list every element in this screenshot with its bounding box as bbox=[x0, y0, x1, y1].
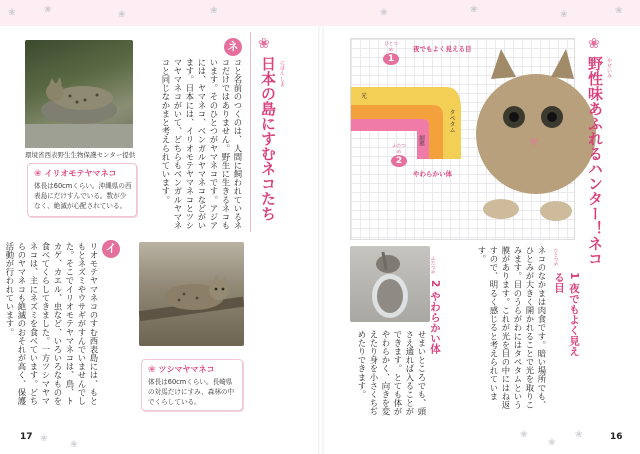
card-title: イリオモテヤマネコ bbox=[44, 169, 117, 178]
tsushima-info-card bbox=[141, 359, 243, 411]
heading-ruby: にほん しま bbox=[279, 60, 285, 87]
paw-icon: ❀ bbox=[575, 430, 583, 440]
paw-icon: ❀ bbox=[118, 10, 126, 20]
section-2-marker: ふたつめ bbox=[430, 256, 435, 274]
photo-credit: 環境省西表野生生物保護センター提供 bbox=[25, 151, 136, 159]
card-text: 体長は60cmくらい。長崎県の対馬だけにすみ、森林の中でくらしている。 bbox=[148, 378, 235, 406]
section-1-text: ネコのなかまは肉食です。暗い場所でも、ひとみが大きく開かれることで光を取りこみます。目のうらがわにはタペタムという膜があります。これが光を目の中にはね返すので、明るく感じると考えられています。 bbox=[477, 246, 547, 410]
paw-icon: ❀ bbox=[588, 36, 600, 52]
diagram-label-2-text: やわらかい体 bbox=[413, 170, 452, 178]
section-badge-i: イ bbox=[102, 240, 120, 258]
page-number-right: 16 bbox=[610, 432, 623, 442]
heading-ruby: やせいみ bbox=[606, 58, 612, 78]
diagram-label-tapetum: タペタム bbox=[448, 109, 455, 133]
section-i-text-continued bbox=[250, 240, 296, 410]
paw-icon: ❀ bbox=[560, 10, 568, 20]
paw-icon: ❀ bbox=[210, 6, 218, 16]
paw-icon: ❀ bbox=[470, 5, 478, 15]
left-page-heading: 日本の島にすむネコたち bbox=[259, 56, 277, 221]
top-decor-band bbox=[0, 0, 640, 26]
section-2-title: 2 やわらかい体 bbox=[429, 280, 441, 354]
section-i-text: リオモテヤマネコのすむ西表島には、もともとネズミやウサギがすんでいませんでした。そこでイリオモテヤマネコは、鳥、トカゲ、カエル、虫など、いろいろなものを食べてくらしてきました。一方ツシマヤマネコは、主にネズミを食べています。どちらのヤマネコも絶滅のおそれが高く、保護活動が行われています。 bbox=[5, 242, 99, 406]
cat-in-vase-photo bbox=[350, 246, 430, 322]
cat-diagram bbox=[350, 38, 575, 240]
paw-icon: ❀ bbox=[615, 6, 623, 16]
iriomote-info-card bbox=[27, 163, 137, 217]
page-gutter bbox=[318, 26, 324, 454]
paw-icon: ❀ bbox=[70, 440, 78, 450]
diagram-label-2: ふたつめ 2 bbox=[392, 144, 406, 166]
eye-diagram-illustration bbox=[351, 39, 574, 239]
section-badge-ne: ネ bbox=[224, 38, 242, 56]
iriomote-cat-photo bbox=[25, 40, 133, 148]
diagram-label-1-text: 夜でもよく見える目 bbox=[413, 45, 472, 53]
paw-icon: ❀ bbox=[44, 5, 52, 15]
diagram-label-retina: 網膜 bbox=[418, 135, 424, 146]
section-ne-text: コと名前のつくのは、人間に飼われているネコだけではありません。野生に生きるネコもいます。そのひとつがヤマネコです。アジアには、ヤマネコ、ベンガルヤマネコなどがいます。日本には、イリオモテヤマネコとツシマヤマネコがいて、どちらもベンガルヤマネコと同じなかまと考えられています。 bbox=[161, 58, 243, 230]
page-number-left: 17 bbox=[20, 432, 33, 442]
section-2-text: せまいところでも、頭さえ通れば入ることができます。とても体がやわらかく、向きを変えたり身を小さくちぢめたりできます。 bbox=[357, 330, 427, 416]
diagram-label-1: ひとつめ 1 bbox=[384, 42, 398, 64]
paw-icon: ❀ bbox=[380, 8, 388, 18]
paw-icon: ❀ bbox=[258, 36, 270, 52]
cat-silhouette-icon bbox=[25, 40, 133, 148]
paw-icon: ❀ bbox=[520, 430, 528, 440]
card-title: ツシマヤマネコ bbox=[158, 365, 215, 374]
right-page-heading: 野性味あふれるハンター！ネコ bbox=[586, 56, 604, 266]
cat-silhouette-icon bbox=[139, 242, 244, 346]
diagram-label-light: 光 bbox=[361, 93, 368, 100]
paw-icon: ❀ bbox=[8, 8, 16, 18]
section-1-marker: ひとつめ bbox=[553, 248, 558, 266]
paw-icon: ❀ bbox=[40, 434, 48, 444]
tsushima-cat-photo bbox=[139, 242, 244, 346]
paw-icon: ❀ bbox=[548, 438, 556, 448]
vase-cat-icon bbox=[350, 246, 430, 322]
paw-icon: ❀ bbox=[148, 364, 156, 375]
paw-icon: ❀ bbox=[34, 168, 42, 179]
section-1-title: 1 夜でもよく見える目 bbox=[553, 272, 580, 357]
card-text: 体長は60cmくらい。沖縄県の西表島にだけすんでいる。数が少なく、絶滅が心配されている。 bbox=[34, 182, 132, 210]
